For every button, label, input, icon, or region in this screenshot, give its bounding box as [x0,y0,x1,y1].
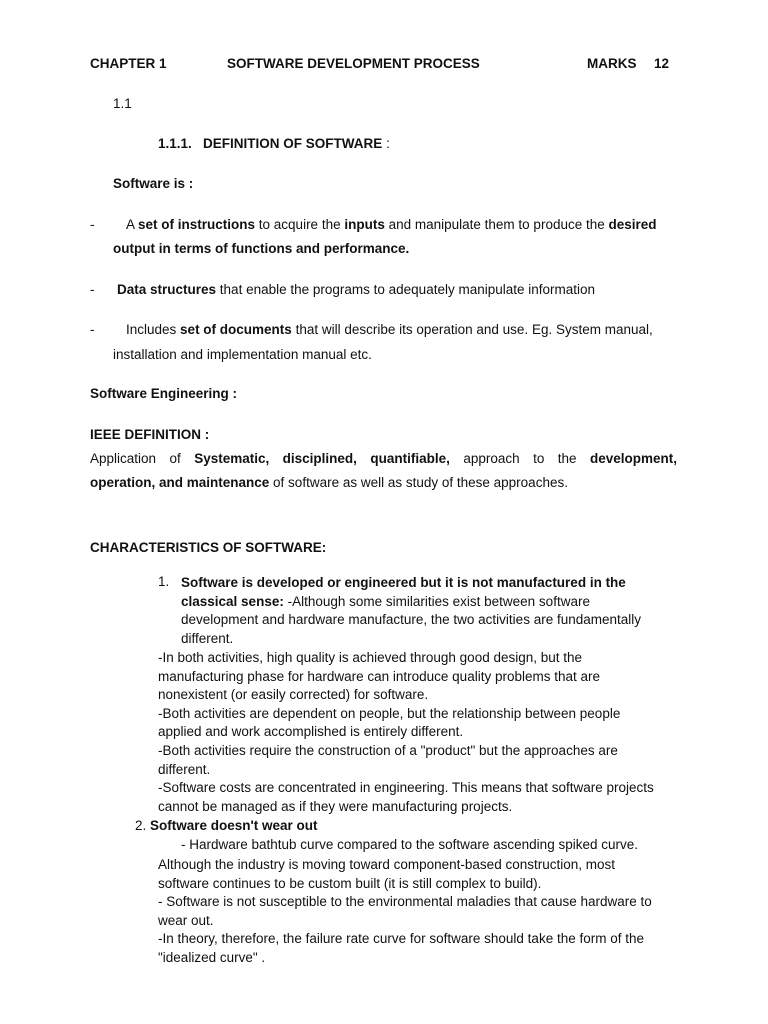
chapter-label: CHAPTER 1 [90,56,167,71]
text-line: software continues to be custom built (it is still complex to build). [158,875,542,891]
bullet-1-line-1 [126,217,657,232]
item-1-line-1 [181,574,641,593]
text-run: that enable the programs to adequately manipulate information [216,282,596,297]
list-number: 2. [135,818,147,833]
chapter-title: SOFTWARE DEVELOPMENT PROCESS [227,56,480,71]
item-2-first-line: - Hardware bathtub curve compared to the software ascending spiked curve. [181,837,638,852]
text-line: different. [158,761,211,777]
text-line: -Both activities require the construction of a "product" but the approaches are [158,742,618,758]
bullet-3-line-1 [126,322,653,337]
bold-text: output in terms of functions and performance. [113,241,410,256]
list-number: 1. [158,574,170,589]
bullet-2-line-1 [117,282,595,297]
text-run: that will describe its operation and use. Eg. System manual, [291,322,653,337]
characteristics-heading: CHARACTERISTICS OF SOFTWARE: [90,540,327,555]
text-run: A [126,217,139,232]
bold-text: classical sense: [181,593,284,609]
text-line: -In both activities, high quality is achieved through good design, but the [158,650,583,665]
item-1-paragraphs [158,649,654,816]
marks-value: 12 [654,56,670,71]
bold-text: set of documents [180,322,292,337]
item-2-heading [135,818,318,833]
text-line: -Both activities are dependent on people, but the relationship between people [158,705,621,721]
subsection-title: DEFINITION OF SOFTWARE [203,136,383,151]
item-1-line-2 [181,593,641,612]
text-run: to acquire the [255,217,345,232]
text-run: of software as well as study of these approaches. [269,475,568,490]
bullet-dash: - [90,322,95,337]
bullet-dash: - [90,217,95,232]
bold-text: development, [589,451,678,466]
text-line: -Software costs are concentrated in engineering. This means that software projects [158,780,654,796]
text-run: Includes [126,322,181,337]
text-line: "idealized curve" . [158,949,266,965]
text-line: cannot be managed as if they were manufacturing projects. [158,798,513,814]
item-1-block [181,574,641,648]
text-line: nonexistent (or easily corrected) for software. [158,687,429,703]
bullet-1-line-2 [113,241,409,256]
text-run: different. [181,630,234,646]
item-1-line-3 [181,611,641,630]
ieee-heading: IEEE DEFINITION : [90,427,210,442]
marks-label: MARKS [587,56,637,71]
text-run: installation and implementation manual etc. [113,347,372,362]
bold-text: desired [608,217,657,232]
bold-text: Data structures [117,282,217,297]
text-run: and manipulate them to produce the [384,217,609,232]
bold-text: operation, and maintenance [90,475,270,490]
text-line: Although the industry is moving toward component-based construction, most [158,857,615,872]
subsection-heading [158,136,390,151]
bold-text: Systematic, disciplined, quantifiable, [194,451,450,466]
text-run: -Although some similarities exist between software [283,593,590,609]
item-1-line-4 [181,630,641,649]
section-number: 1.1 [113,96,132,111]
subsection-suffix: : [386,136,390,151]
subsection-number: 1.1.1. [158,136,192,151]
ieee-line-2 [90,475,568,490]
text-line: applied and work accomplished is entirely different. [158,724,464,740]
item-2-paragraphs [158,856,652,968]
software-is-heading: Software is : [113,176,194,191]
item-2-title: Software doesn't wear out [150,818,318,833]
bold-text: inputs [344,217,385,232]
text-run: approach to the [449,451,590,466]
ieee-line-1 [90,451,677,466]
text-run: development and hardware manufacture, the two activities are fundamentally [181,612,642,628]
text-run: Application of [90,451,195,466]
bold-text: Software is developed or engineered but it is not manufactured in the [181,575,626,590]
text-line: - Software is not susceptible to the environmental maladies that cause hardware to [158,894,652,910]
text-line: -In theory, therefore, the failure rate curve for software should take the form of the [158,931,644,947]
bullet-3-line-2 [113,347,372,362]
text-line: manufacturing phase for hardware can introduce quality problems that are [158,668,600,684]
text-line: wear out. [158,912,214,928]
software-engineering-heading: Software Engineering : [90,386,238,401]
bullet-dash: - [90,282,95,297]
bold-text: set of instructions [138,217,256,232]
